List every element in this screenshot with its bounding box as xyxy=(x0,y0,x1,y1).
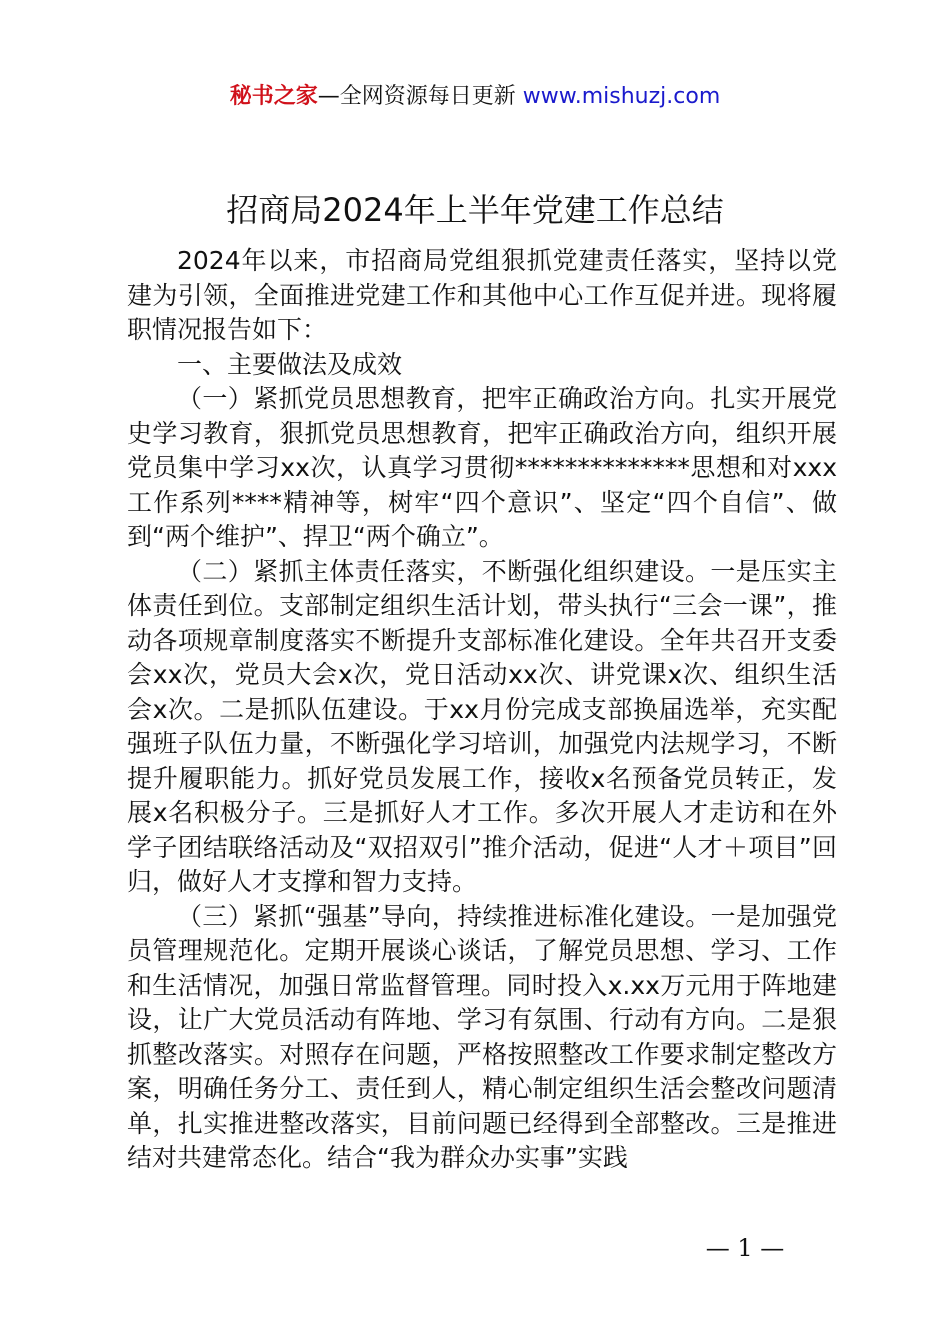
site-url-link[interactable]: www.mishuzj.com xyxy=(522,84,721,109)
section-heading: 一、主要做法及成效 xyxy=(177,349,403,379)
site-header xyxy=(0,82,950,112)
site-tagline: —全网资源每日更新 xyxy=(317,84,516,109)
body-paragraph: （三）紧抓“强基”导向，持续推进标准化建设。一是加强党员管理规范化。定期开展谈心谈话，了解党员思想、学习、工作和生活情况，加强日常监督管理。同时投入x.xx万元用于阵地建设，让广大党员活动有阵地、学习有氛围、行动有方向。二是狠抓整改落实。对照存在问题，严格按照整改工作要求制定整改方案，明确任务分工、责任到人，精心制定组织生活会整改问题清单，扎实推进整改落实，目前问题已经得到全部整改。三是推进结对共建常态化。结合“我为群众办实事”实践 xyxy=(127,901,837,1172)
intro-paragraph: 2024年以来，市招商局党组狠抓党建责任落实，坚持以党建为引领，全面推进党建工作和其他中心工作互促并进。现将履职情况报告如下： xyxy=(127,246,837,344)
site-brand: 秘书之家 xyxy=(229,84,318,109)
document-title: 招商局2024年上半年党建工作总结 xyxy=(226,191,724,229)
document-body xyxy=(127,244,837,1176)
body-paragraph: （一）紧抓党员思想教育，把牢正确政治方向。扎实开展党史学习教育，狠抓党员思想教育，把牢正确政治方向，组织开展党员集中学习xx次，认真学习贯彻**************思想和对xxx工作系列****精神等，树牢“四个意识”、坚定“四个自信”、做到“两个维护”、捍卫“两个确立”。 xyxy=(127,384,837,551)
body-paragraph: （二）紧抓主体责任落实，不断强化组织建设。一是压实主体责任到位。支部制定组织生活计划，带头执行“三会一课”，推动各项规章制度落实不断提升支部标准化建设。全年共召开支委会xx次，党员大会x次，党日活动xx次、讲党课x次、组织生活会x次。二是抓队伍建设。于xx月份完成支部换届选举，充实配强班子队伍力量，不断强化学习培训，加强党内法规学习，不断提升履职能力。抓好党员发展工作，接收x名预备党员转正，发展x名积极分子。三是抓好人才工作。多次开展人才走访和在外学子团结联络活动及“双招双引”推介活动，促进“人才＋项目”回归，做好人才支撑和智力支持。 xyxy=(127,556,837,896)
page-number: — 1 — xyxy=(705,1234,785,1262)
